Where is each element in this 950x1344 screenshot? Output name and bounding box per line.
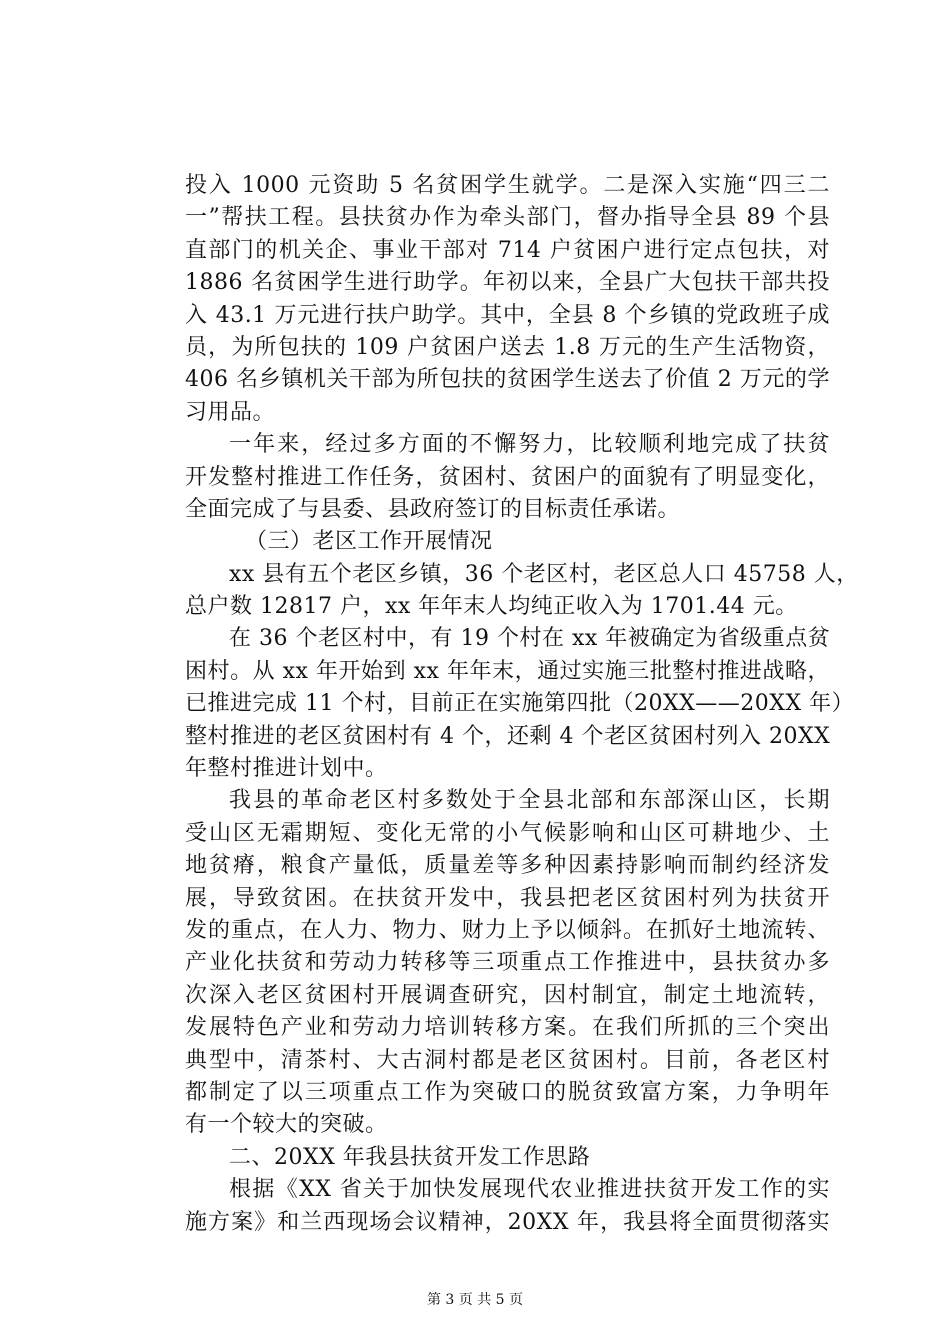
text-line: 年整村推进计划中。	[185, 756, 388, 782]
text-line: 开发整村推进工作任务，贫困村、贫困户的面貌有了明显变化，	[185, 464, 830, 490]
section-heading: （三）老区工作开展情况	[245, 529, 493, 555]
page-number-footer: 第 3 页 共 5 页	[426, 1292, 524, 1308]
text-line: 地贫瘠，粮食产量低，质量差等多种因素持影响而制约经济发	[185, 853, 830, 879]
text-line: 展，导致贫困。在扶贫开发中，我县把老区贫困村列为扶贫开	[185, 885, 830, 911]
text-line: 有一个较大的突破。	[185, 1112, 388, 1138]
text-line: 都制定了以三项重点工作为突破口的脱贫致富方案，力争明年	[185, 1079, 830, 1105]
text-line: 习用品。	[185, 399, 276, 425]
text-line: 困村。从 xx 年开始到 xx 年年末，通过实施三批整村推进战略，	[185, 658, 830, 684]
text-line: 发展特色产业和劳动力培训转移方案。在我们所抓的三个突出	[185, 1015, 830, 1041]
text-line: 施方案》和兰西现场会议精神，20XX 年，我县将全面贯彻落实	[185, 1209, 830, 1235]
body-text	[185, 170, 859, 1239]
text-line: 总户数 12817 户，xx 年年末人均纯正收入为 1701.44 元。	[185, 594, 798, 620]
text-line: 已推进完成 11 个村，目前正在实施第四批（20XX——20XX 年）	[185, 691, 855, 717]
text-line: 产业化扶贫和劳动力转移等三项重点工作推进中，县扶贫办多	[185, 950, 830, 976]
text-line: 受山区无霜期短、变化无常的小气候影响和山区可耕地少、土	[185, 820, 830, 846]
text-line: 我县的革命老区村多数处于全县北部和东部深山区，长期	[229, 788, 830, 814]
text-line: 直部门的机关企、事业干部对 714 户贫困户进行定点包扶，对	[185, 237, 830, 263]
text-line: 投入 1000 元资助 5 名贫困学生就学。二是深入实施“四三二	[185, 173, 830, 198]
text-line: 入 43.1 万元进行扶户助学。其中，全县 8 个乡镇的党政班子成	[185, 302, 830, 328]
text-line: 406 名乡镇机关干部为所包扶的贫困学生送去了价值 2 万元的学	[185, 367, 830, 393]
text-line: 一”帮扶工程。县扶贫办作为牵头部门，督办指导全县 89 个县	[185, 205, 830, 231]
section-heading: 二、20XX 年我县扶贫开发工作思路	[229, 1144, 591, 1170]
text-line: 整村推进的老区贫困村有 4 个，还剩 4 个老区贫困村列入 20XX	[185, 723, 831, 749]
text-line: 典型中，清茶村、大古洞村都是老区贫困村。目前，各老区村	[185, 1047, 830, 1073]
text-line: 一年来，经过多方面的不懈努力，比较顺利地完成了扶贫	[229, 432, 830, 458]
text-line: 发的重点，在人力、物力、财力上予以倾斜。在抓好土地流转、	[185, 917, 830, 943]
text-line: 员，为所包扶的 109 户贫困户送去 1.8 万元的生产生活物资，	[185, 334, 830, 360]
text-line: 次深入老区贫困村开展调查研究，因村制宜，制定土地流转，	[185, 982, 830, 1008]
text-line: 在 36 个老区村中，有 19 个村在 xx 年被确定为省级重点贫	[229, 626, 831, 652]
text-line: 全面完成了与县委、县政府签订的目标责任承诺。	[185, 496, 681, 522]
text-line: 1886 名贫困学生进行助学。年初以来，全县广大包扶干部共投	[185, 270, 830, 296]
text-line: 根据《XX 省关于加快发展现代农业推进扶贫开发工作的实	[229, 1177, 830, 1203]
text-line: xx 县有五个老区乡镇，36 个老区村，老区总人口 45758 人，	[229, 561, 859, 587]
